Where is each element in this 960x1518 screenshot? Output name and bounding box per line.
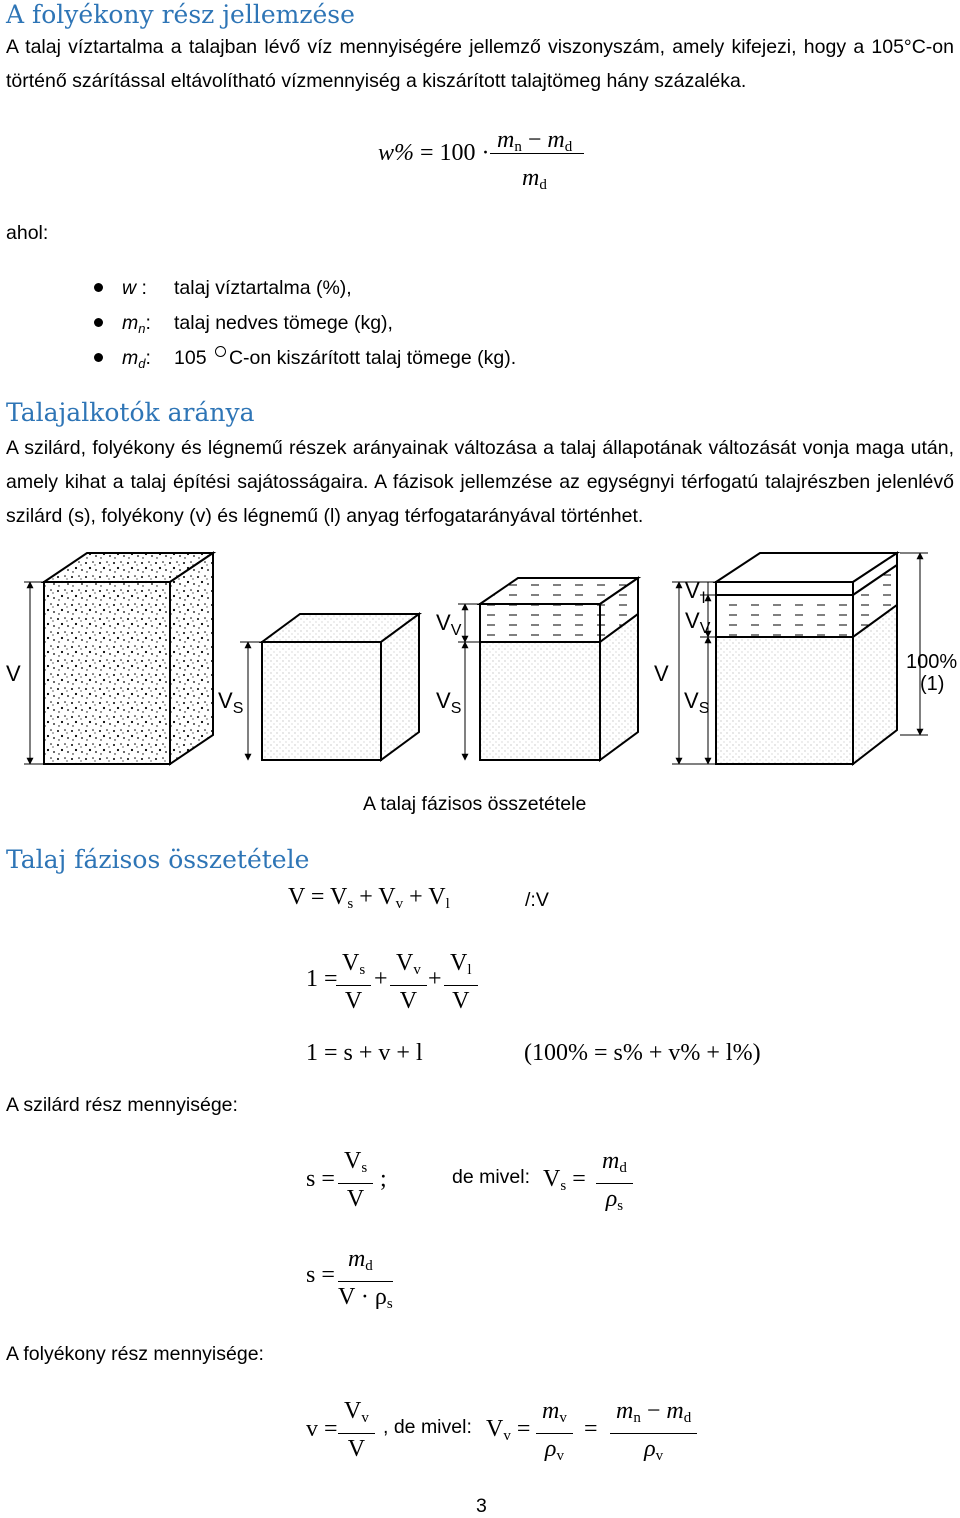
label-Vv-cube4: V — [685, 608, 700, 633]
label-one: (1) — [920, 673, 945, 695]
label-V-cube1: V — [6, 661, 21, 686]
phase-diagram-figure — [0, 545, 960, 775]
equation-volume-sum: $V = V_s + V_v + V_l$ — [288, 884, 450, 912]
cube-solid-liquid — [458, 578, 638, 760]
svg-text:VV: $V_V$ — [436, 610, 462, 639]
heading-fazisos: Talaj fázisos összetétele — [6, 845, 310, 874]
cube-three-phase — [672, 553, 928, 764]
svg-text:VV: $V_V$ — [685, 608, 711, 637]
cube-solid-volume — [240, 614, 419, 760]
heading-folyekony: A folyékony rész jellemzése — [6, 0, 355, 29]
equation-percent-sum: (100% = s% + v% + l%) — [524, 1040, 761, 1066]
divide-by-v: /:V — [525, 889, 549, 911]
label-Vs-cube4: V — [684, 688, 699, 713]
solid-part-label: A szilárd rész mennyisége: — [6, 1094, 238, 1116]
label-V-cube4: V — [654, 661, 669, 686]
page-number: 3 — [476, 1495, 487, 1517]
svg-text:VS: $V_S$ — [684, 688, 710, 717]
ahol-label: ahol: — [6, 222, 49, 244]
figure-caption: A talaj fázisos összetétele — [363, 793, 587, 815]
label-Vv-cube3: V — [436, 610, 451, 635]
svg-text:Vl: V $_l$ — [685, 578, 706, 607]
label-Vl-cube4: V — [685, 578, 700, 603]
liquid-part-label: A folyékony rész mennyisége: — [6, 1343, 264, 1365]
cube-total-volume — [24, 553, 213, 764]
svg-text:VS: $V_S$ — [436, 688, 462, 717]
heading-talajalkotok: Talajalkotók aránya — [6, 398, 255, 427]
label-100-percent: 100% — [906, 651, 958, 673]
svg-text:VS: $V_S$ — [218, 688, 244, 717]
label-Vs-cube2: V — [218, 688, 233, 713]
paragraph-fazisok: A szilárd, folyékony és légnemű részek arányainak változása a talaj állapotának változását vonja maga után, amely kihat a talaj építési sajátosságaira. A fázisok jellemzése az egységnyi térfogatú talajrészben jelenlévő szilárd (s), folyékony (v) és légnemű (l) anyag térfogatarányával történhet. — [6, 437, 954, 527]
paragraph-viztartalom: A talaj víztartalma a talajban lévő víz mennyiségére jellemző viszonyszám, amely kifejezi, hogy a 105°C-on történő szárítással eltávolítható vízmennyiség a kiszárított talajtömeg hány százaléka. — [6, 36, 954, 92]
label-Vs-cube3: V — [436, 688, 451, 713]
equation-unit-sum: 1 = s + v + l — [306, 1040, 423, 1066]
